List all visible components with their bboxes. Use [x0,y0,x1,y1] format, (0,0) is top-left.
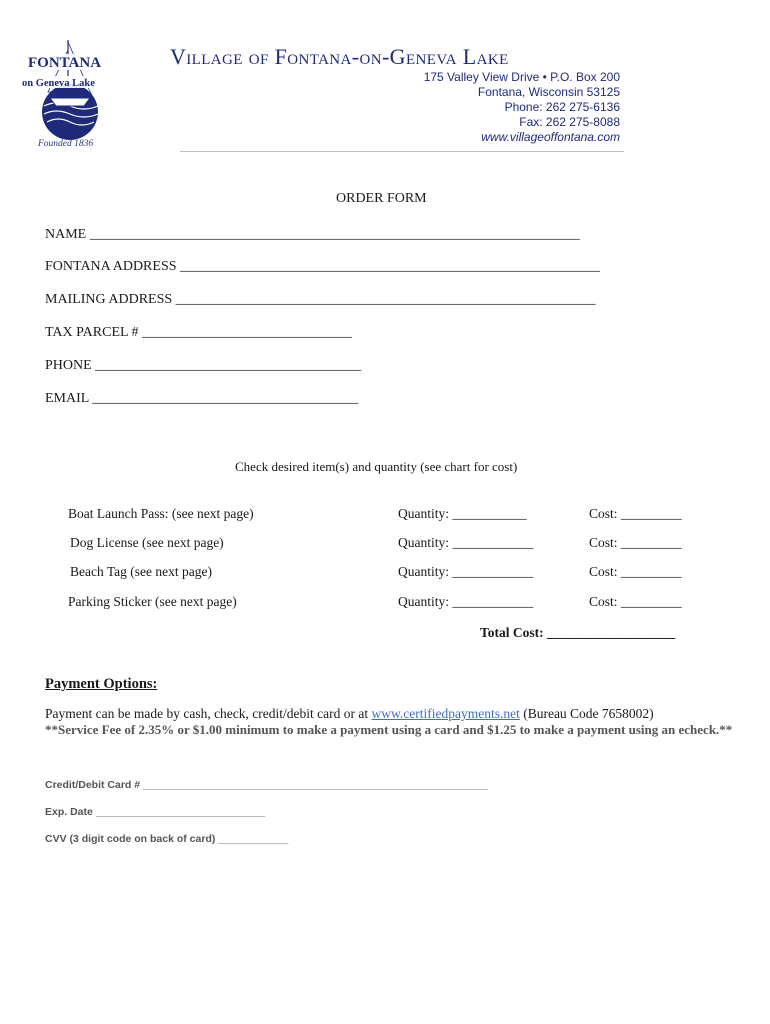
item-quantity-boat-launch[interactable]: Quantity: ___________ [398,506,527,521]
phone-field[interactable]: PHONE ______________________________________ [45,358,362,373]
item-quantity-dog-license[interactable]: Quantity: ____________ [398,535,534,550]
service-fee-note: **Service Fee of 2.35% or $1.00 minimum to make a payment using a card and $1.25 to make a payment using an echeck.** [45,722,733,737]
payment-text-before-link: Payment can be made by cash, check, credit/debit card or at [45,706,372,721]
item-instruction: Check desired item(s) and quantity (see chart for cost) [235,459,518,474]
address-line-fax: Fax: 262 275-8088 [519,115,620,129]
item-name-dog-license: Dog License (see next page) [70,535,224,550]
logo-text-bottom: on Geneva Lake [22,78,95,89]
village-title: Village of Fontana-on-Geneva Lake [170,44,509,69]
item-cost-dog-license[interactable]: Cost: _________ [589,535,682,550]
item-cost-boat-launch[interactable]: Cost: _________ [589,506,682,521]
card-number-field[interactable]: Credit/Debit Card # ___________________________________________________________ [45,779,488,791]
payment-methods-text [45,706,654,722]
item-quantity-parking-sticker[interactable]: Quantity: ____________ [398,594,534,609]
order-form-heading: ORDER FORM [336,191,427,206]
fontana-address-field[interactable]: FONTANA ADDRESS ____________________________________________________________ [45,259,601,274]
address-line-street: 175 Valley View Drive • P.O. Box 200 [423,70,620,84]
payment-options-heading: Payment Options: [45,676,158,692]
item-name-parking-sticker: Parking Sticker (see next page) [68,594,237,609]
tax-parcel-field[interactable]: TAX PARCEL # ______________________________ [45,325,353,340]
email-field[interactable]: EMAIL ______________________________________ [45,391,359,406]
logo-text-top: FONTANA [28,55,102,71]
fontana-logo [20,36,115,146]
certified-payments-link[interactable]: www.certifiedpayments.net [371,706,520,721]
item-name-boat-launch: Boat Launch Pass: (see next page) [68,506,254,521]
mailing-address-field[interactable]: MAILING ADDRESS ____________________________________________________________ [45,292,596,307]
founded-text: Founded 1836 [38,139,94,149]
item-quantity-beach-tag[interactable]: Quantity: ____________ [398,564,534,579]
item-cost-beach-tag[interactable]: Cost: _________ [589,564,682,579]
item-cost-parking-sticker[interactable]: Cost: _________ [589,594,682,609]
name-field[interactable]: NAME ______________________________________________________________________ [45,227,580,242]
address-line-website[interactable]: www.villageoffontana.com [481,130,620,144]
cvv-field[interactable]: CVV (3 digit code on back of card) ____________ [45,833,289,845]
address-line-city: Fontana, Wisconsin 53125 [477,85,620,99]
address-block [424,70,620,145]
exp-date-field[interactable]: Exp. Date _____________________________ [45,806,266,818]
total-cost-field[interactable]: Total Cost: ___________________ [480,625,676,640]
header-divider [180,151,624,152]
bureau-code-text: (Bureau Code 7658002) [519,706,654,721]
address-line-phone: Phone: 262 275-6136 [504,100,620,114]
item-name-beach-tag: Beach Tag (see next page) [70,564,212,579]
